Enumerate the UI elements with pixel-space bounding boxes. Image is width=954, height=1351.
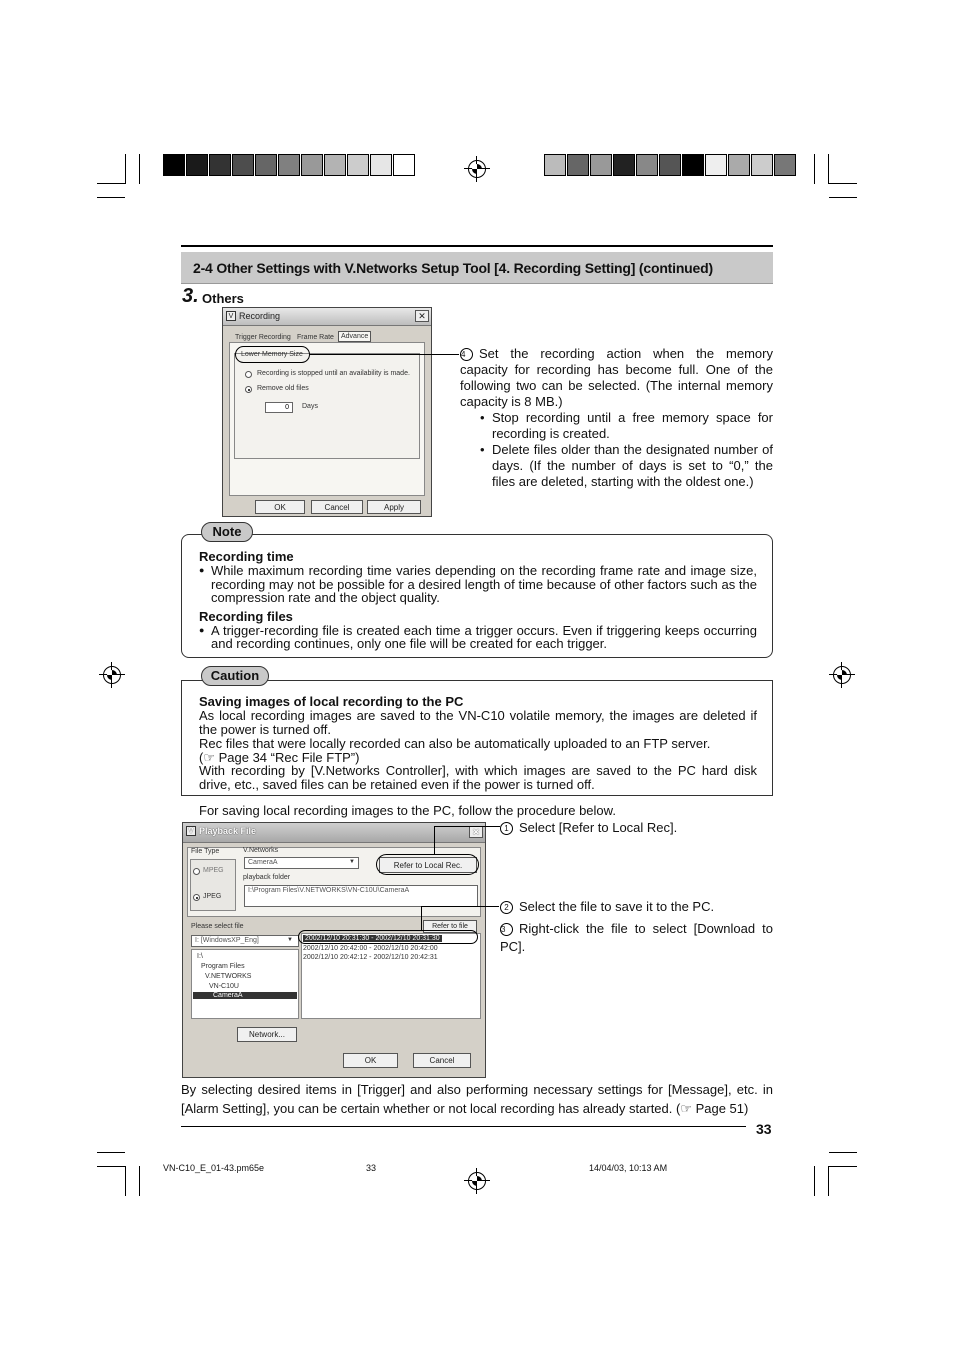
tab-frame-rate[interactable]: Frame Rate xyxy=(297,334,334,341)
chevron-down-icon: ▼ xyxy=(287,937,293,943)
callout-oval-2 xyxy=(298,930,478,944)
radio-jpeg[interactable] xyxy=(193,894,200,901)
step-number: 3. xyxy=(182,285,199,307)
option-stop-label: Recording is stopped until an availability is made. xyxy=(257,370,410,377)
color-bars-left xyxy=(163,154,416,176)
registration-mark-icon xyxy=(464,156,490,182)
mpeg-label: MPEG xyxy=(203,867,224,874)
file-type-label: File Type xyxy=(191,848,220,855)
app-icon: V xyxy=(226,311,236,321)
step-3: 3 Right-click the file to select [Download to PC]. xyxy=(500,921,773,954)
close-icon[interactable]: ✕ xyxy=(469,826,483,838)
chevron-down-icon: ▼ xyxy=(349,859,355,865)
footer-file: VN-C10_E_01-43.pm65e xyxy=(163,1163,265,1173)
callout-4-bullets xyxy=(478,410,773,490)
days-label: Days xyxy=(302,403,318,410)
ok-button[interactable]: OK xyxy=(343,1053,398,1068)
recording-files-heading: Recording files xyxy=(199,608,293,624)
caution-paragraph: As local recording images are saved to the VN-C10 volatile memory, the images are deleted if the power is turned off. xyxy=(199,708,757,737)
step-1: 1 Select [Refer to Local Rec]. xyxy=(500,820,773,836)
tab-trigger-recording[interactable]: Trigger Recording xyxy=(235,334,291,341)
list-item: ● While maximum recording time varies depending on the recording frame rate and image size, recording may not be possible for a desired length of time because of other factors such as the compression rate and the object quality. xyxy=(199,564,757,605)
caution-reference: (☞ Page 34 “Rec File FTP”) xyxy=(199,749,360,765)
marker-1: 1 xyxy=(500,822,513,835)
radio-stop-recording[interactable] xyxy=(245,371,252,378)
list-item: ● A trigger-recording file is created each time a trigger occurs. Even if triggering keeps occurring and recording continues, only one file will be created for each trigger. xyxy=(199,624,757,651)
option-remove-label: Remove old files xyxy=(257,385,309,392)
registration-mark-icon xyxy=(464,1168,490,1194)
note-box xyxy=(181,534,773,658)
tree-item[interactable]: V.NETWORKS xyxy=(205,973,252,980)
list-item: • Stop recording until a free memory space for recording is created. xyxy=(478,410,773,442)
radio-mpeg[interactable] xyxy=(193,868,200,875)
radio-remove-old[interactable] xyxy=(245,386,252,393)
caution-heading: Saving images of local recording to the PC xyxy=(199,694,464,709)
camera-select[interactable]: CameraA xyxy=(244,857,359,869)
marker-4: 4 xyxy=(460,348,473,361)
folder-tree[interactable] xyxy=(191,949,299,1019)
refer-to-file-button[interactable]: Refer to file xyxy=(423,920,477,933)
footer-page: 33 xyxy=(366,1163,377,1173)
marker-2: 2 xyxy=(500,901,513,914)
tree-item[interactable]: Program Files xyxy=(201,963,245,970)
app-icon: V xyxy=(186,826,196,836)
lower-memory-label: Lower Memory Size xyxy=(241,351,303,358)
callout-line-2 xyxy=(421,906,499,907)
step-label: Others xyxy=(202,291,244,306)
registration-mark-icon xyxy=(99,662,125,688)
callout-4-text: 4 Set the recording action when the memory capacity for recording has become full. One of the following two can be selected. (The internal memory capacity is 8 MB.) xyxy=(460,346,773,409)
recording-dialog xyxy=(222,307,432,517)
callout-line-4 xyxy=(310,354,459,355)
closing-paragraph: By selecting desired items in [Trigger] and also performing necessary settings for [Message], etc. in [Alarm Setting], you can be certain whether or not local recording has already started. (☞ Page 51) xyxy=(181,1082,773,1116)
close-icon[interactable]: ✕ xyxy=(415,310,429,322)
days-input[interactable]: 0 xyxy=(265,402,293,413)
page-number: 33 xyxy=(756,1121,772,1137)
callout-oval-1 xyxy=(376,854,479,875)
lower-memory-group xyxy=(234,353,420,459)
callout-line-1 xyxy=(434,826,500,827)
list-item: • Delete files older than the designated number of days. (If the number of days is set to “0,” the files are deleted, starting with the oldest one.) xyxy=(478,442,773,490)
folder-path-field[interactable]: I:\Program Files\V.NETWORKS\VN-C10U\CameraA xyxy=(244,885,478,907)
recording-dialog-title: Recording xyxy=(239,311,281,321)
note-label: Note xyxy=(201,522,253,542)
list-item[interactable]: 2002/12/10 20:42:12 - 2002/12/10 20:42:31 xyxy=(303,954,438,961)
advance-panel xyxy=(229,342,425,496)
recording-dialog-titlebar xyxy=(223,308,431,326)
tree-item[interactable]: CameraA xyxy=(193,992,297,999)
top-rule xyxy=(181,245,773,247)
network-button[interactable]: Network... xyxy=(237,1027,297,1042)
list-item[interactable]: 2002/12/10 20:31:30 - 2002/12/10 20:31:30 xyxy=(305,935,440,942)
playback-dialog-title: Playback File xyxy=(199,826,257,836)
procedure-intro: For saving local recording images to the PC, follow the procedure below. xyxy=(199,803,616,818)
refer-local-rec-button[interactable]: Refer to Local Rec. xyxy=(379,857,477,873)
caution-box xyxy=(181,680,773,796)
apply-button[interactable]: Apply xyxy=(367,500,421,514)
recording-time-heading: Recording time xyxy=(199,549,294,564)
marker-3: 3 xyxy=(500,923,513,936)
jpeg-label: JPEG xyxy=(203,893,222,900)
tree-item[interactable]: VN-C10U xyxy=(209,983,239,990)
list-item[interactable]: 2002/12/10 20:42:00 - 2002/12/10 20:42:00 xyxy=(303,945,438,952)
ok-button[interactable]: OK xyxy=(255,500,305,514)
playback-folder-label: playback folder xyxy=(243,874,291,881)
callout-line-2 xyxy=(421,906,422,930)
color-bars-right xyxy=(544,154,797,176)
please-select-label: Please select file xyxy=(191,923,244,930)
footer-date: 14/04/03, 10:13 AM xyxy=(589,1163,668,1173)
caution-label: Caution xyxy=(201,666,269,686)
tree-item[interactable]: I:\ xyxy=(197,953,203,960)
vnetworks-label: V.Networks xyxy=(243,847,279,854)
drive-select[interactable]: I: [WindowsXP_Eng] xyxy=(191,935,299,947)
caution-paragraph: With recording by [V.Networks Controller], with which images are saved to the PC hard disk drive, etc., saved files can be retained even if the power is turned off. xyxy=(199,763,757,792)
callout-oval-4 xyxy=(235,346,310,363)
callout-line-1 xyxy=(434,826,435,854)
bottom-rule xyxy=(181,1126,746,1127)
registration-mark-icon xyxy=(829,662,855,688)
cancel-button[interactable]: Cancel xyxy=(311,500,363,514)
tab-advance[interactable]: Advance xyxy=(338,331,371,342)
caution-paragraph: Rec files that were locally recorded can also be automatically uploaded to an FTP server. xyxy=(199,736,711,751)
section-title: 2-4 Other Settings with V.Networks Setup Tool [4. Recording Setting] (continued) xyxy=(181,252,773,284)
cancel-button[interactable]: Cancel xyxy=(413,1053,471,1068)
step-2: 2 Select the file to save it to the PC. xyxy=(500,899,773,915)
